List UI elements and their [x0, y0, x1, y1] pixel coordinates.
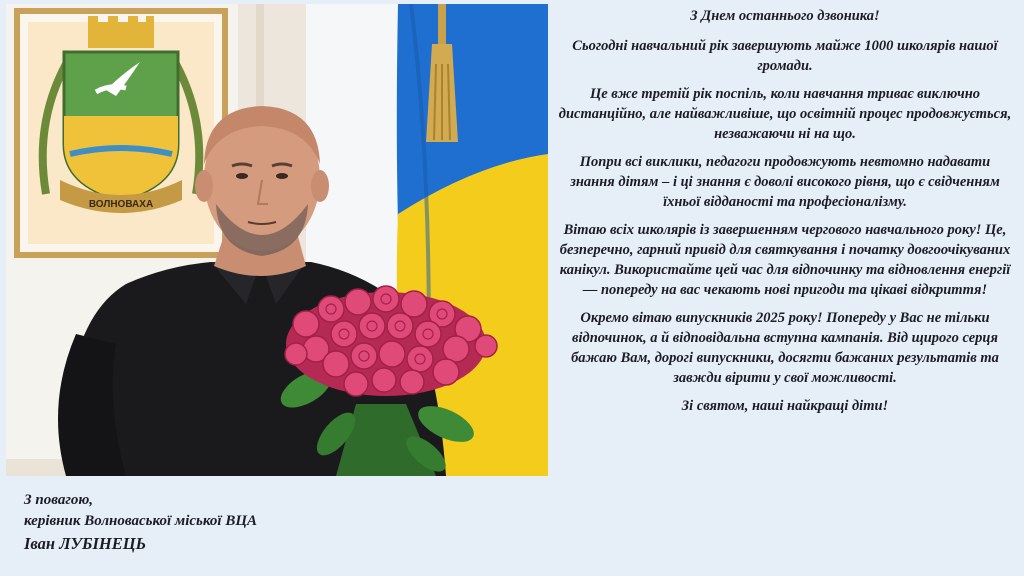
- signature-block: [24, 490, 344, 555]
- portrait-photo: [6, 4, 548, 476]
- greeting-letter: [556, 6, 1014, 424]
- signature-position: керівник Волноваської міської ВЦА: [24, 513, 258, 529]
- letter-closing: Зі святом, наші найкращі діти!: [681, 398, 889, 414]
- city-emblem: [14, 8, 228, 258]
- signature-name: Іван ЛУБІНЕЦЬ: [24, 534, 147, 553]
- letter-paragraph: Вітаю всіх школярів із завершенням чергового навчального року! Це, безперечно, гарний привід для святкування і початку довгоочікуваних канікул. Використайте цей час для відпочинку та відновлення енергії — попереду на вас чекають нові пригоди та цікаві відкриття!: [559, 222, 1011, 298]
- letter-paragraph: Попри всі виклики, педагоги продовжують невтомно надавати знання дітям – і ці знання є доволі високого рівня, що є свідченням їхньої відданості та професіоналізму.: [570, 154, 1000, 210]
- letter-paragraph: Окремо вітаю випускників 2025 року! Попереду у Вас не тільки відпочинок, а й відповідальна вступна кампанія. Від щирого серця бажаю Вам, дорогі випускники, досягти бажаних результатів та завжди вірити у свої можливості.: [571, 310, 999, 386]
- letter-paragraph: Це вже третій рік поспіль, коли навчання триває виключно дистанційно, але найважливіше, що освітній процес продовжується, незважаючи ні на що.: [558, 86, 1012, 142]
- emblem-caption: ВОЛНОВАХА: [88, 199, 154, 210]
- signature-greeting: З повагою,: [24, 492, 94, 508]
- letter-paragraph: Сьогодні навчальний рік завершують майже 1000 школярів нашої громади.: [572, 38, 998, 74]
- letter-heading: З Днем останнього дзвоника!: [690, 8, 880, 24]
